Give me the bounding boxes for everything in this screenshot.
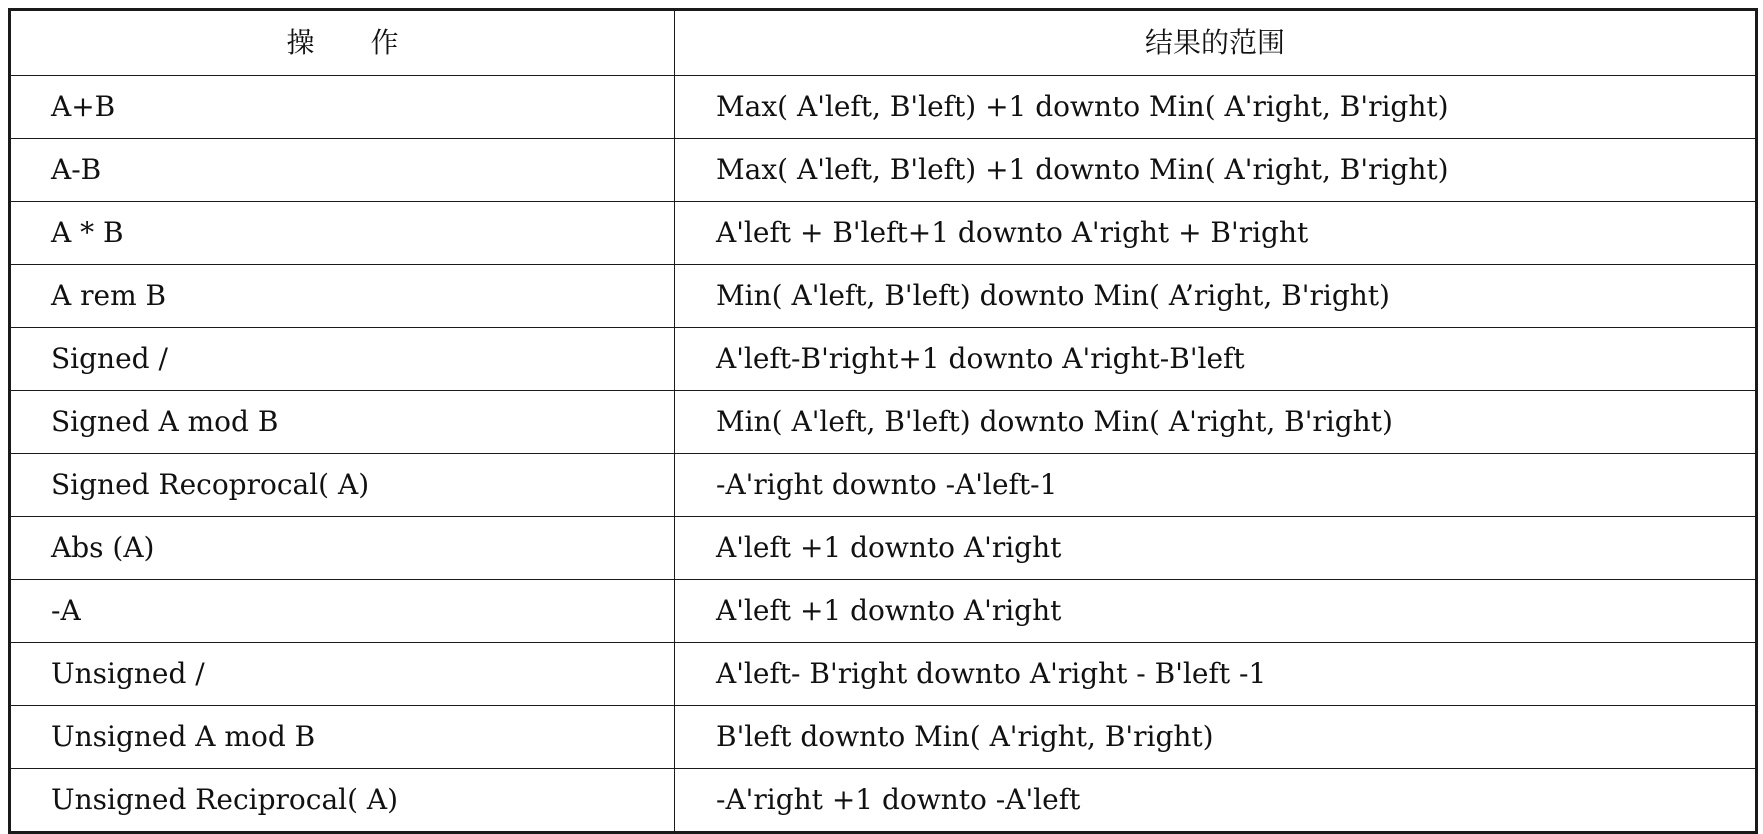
table-body	[10, 76, 1757, 833]
result-range-cell: A'left-B'right+1 downto A'right-B'left	[675, 328, 1757, 391]
header-result-range: 结果的范围	[675, 10, 1757, 76]
table-header-row	[10, 10, 1757, 76]
operation-cell: A+B	[10, 76, 675, 139]
result-range-cell: Max( A'left, B'left) +1 downto Min( A'right, B'right)	[675, 76, 1757, 139]
operation-cell: A-B	[10, 139, 675, 202]
result-range-cell: A'left +1 downto A'right	[675, 517, 1757, 580]
result-range-cell: B'left downto Min( A'right, B'right)	[675, 706, 1757, 769]
result-range-cell: -A'right downto -A'left-1	[675, 454, 1757, 517]
result-range-cell: Min( A'left, B'left) downto Min( A’right, B'right)	[675, 265, 1757, 328]
result-range-cell: -A'right +1 downto -A'left	[675, 769, 1757, 833]
header-operation: 操 作	[10, 10, 675, 76]
table-row	[10, 391, 1757, 454]
operation-cell: Signed Recoprocal( A)	[10, 454, 675, 517]
table-row	[10, 76, 1757, 139]
table-row	[10, 139, 1757, 202]
table-row	[10, 517, 1757, 580]
table-row	[10, 328, 1757, 391]
result-range-cell: A'left- B'right downto A'right - B'left -1	[675, 643, 1757, 706]
result-range-cell: A'left + B'left+1 downto A'right + B'right	[675, 202, 1757, 265]
operation-cell: Unsigned Reciprocal( A)	[10, 769, 675, 833]
operation-cell: -A	[10, 580, 675, 643]
table-row	[10, 454, 1757, 517]
table-row	[10, 580, 1757, 643]
result-range-cell: Min( A'left, B'left) downto Min( A'right, B'right)	[675, 391, 1757, 454]
operation-cell: A * B	[10, 202, 675, 265]
table-row	[10, 706, 1757, 769]
table-header	[10, 10, 1757, 76]
table-row	[10, 265, 1757, 328]
operation-cell: Signed A mod B	[10, 391, 675, 454]
table-row	[10, 769, 1757, 833]
operation-cell: Signed /	[10, 328, 675, 391]
operation-cell: Unsigned /	[10, 643, 675, 706]
operation-cell: A rem B	[10, 265, 675, 328]
table-row	[10, 643, 1757, 706]
result-range-cell: A'left +1 downto A'right	[675, 580, 1757, 643]
table-row	[10, 202, 1757, 265]
operation-cell: Abs (A)	[10, 517, 675, 580]
result-range-cell: Max( A'left, B'left) +1 downto Min( A'right, B'right)	[675, 139, 1757, 202]
operation-range-table	[8, 8, 1758, 834]
document-page	[8, 8, 1755, 834]
operation-cell: Unsigned A mod B	[10, 706, 675, 769]
